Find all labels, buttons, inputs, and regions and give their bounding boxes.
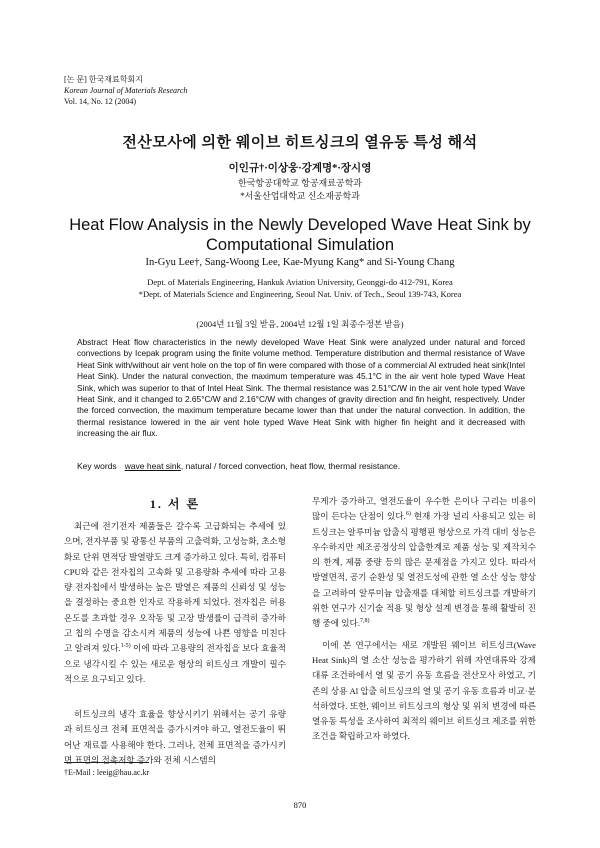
body-left-paragraph-2: [64, 707, 286, 773]
footnote-rule: [64, 762, 149, 763]
keywords: [77, 461, 525, 471]
body-right-1-ref2: 7,8): [359, 618, 370, 625]
keywords-rest: , natural / forced convection, heat flow, thermal resistance.: [180, 461, 401, 471]
body-left-1-tail: 이에 따라 고용량의 전자칩을 보다 효율적으로 냉각시킬 수 있는 새로운 형상의 히트싱크 개발이 필수적으로 요구되고 있다.: [64, 643, 286, 684]
authors-korean: 이인규†·이상웅·강계명*·장시영: [228, 163, 372, 174]
abstract: [77, 337, 525, 440]
page-number: 870: [293, 800, 307, 810]
body-left-1-ref: 1-5): [120, 643, 131, 650]
abstract-label: Abstract: [77, 337, 108, 347]
title-korean: 전산모사에 의한 웨이브 히트싱크의 열유동 특성 해석: [122, 135, 478, 151]
received-dates: (2004년 11월 3일 받음, 2004년 12월 1일 최종수정본 받음): [196, 319, 404, 329]
authors-english: In-Gyu Lee†, Sang-Woong Lee, Kae-Myung Kang* and Si-Young Chang: [145, 257, 455, 268]
section-title-introduction: 1. 서 론: [149, 497, 201, 511]
journal-header: [64, 74, 187, 107]
abstract-text: Heat flow characteristics in the newly developed Wave Heat Sink were analyzed under natural and forced convections by Icepak program using the finite volume method. Temperature distribution and thermal resistance of Wave Heat Sink with/without air vent hole on the top of fin were compared with those of a commercial Al extruded heat sink(Intel Heat Sink). Under the natural convection, the maximum temperature was 45.1°C in the air vent hole typed Wave Heat Sink, which was superior to that of Intel Heat Sink. The thermal resistance was 2.51°C/W in the air vent hole typed Wave Heat Sink, and it changed to 2.65°C/W and 2.16°C/W with changes of gravity direction and fin height, respectively. Under the forced convection, the maximum temperature became lower than that under the natural convection. In addition, the thermal resistance lowered in the air vent hole typed Wave Heat Sink with higher fin height and it decreased with increasing the air flux.: [77, 337, 525, 439]
body-right-2-text: 이에 본 연구에서는 새로 개발된 웨이브 히트싱크(Wave Heat Sink)의 열 소산 성능을 평가하기 위해 자연대류와 강제대류 조건하에서 열 및 공기 유동 흐름을 전산모사 하였고, 기존의 상용 Al 압출 히트싱크의 열 및 공기 유동 흐름과 비교·분석하였다. 또한, 웨이브 히트싱크의 형상 및 위치 변경에 따른 열유동 특성을 조사하여 최적의 웨이브 히트싱크 제조를 위한 조건을 확립하고자 하였다.: [312, 639, 536, 742]
affiliation-korean-2: *서울산업대학교 신소재공학과: [240, 191, 360, 201]
body-right-column: [312, 494, 536, 750]
body-right-1-ref: 6): [405, 511, 411, 518]
keyword-wave-heat-sink: wave heat sink: [124, 461, 181, 471]
affiliations-korean: [0, 177, 600, 203]
body-right-1-tail: 현재 가장 널리 사용되고 있는 히트싱크는 알루미늄 압출식 평행핀 형상으로 가격 대비 성능은 우수하지만 제조공정상의 압출한계로 제품 성능 및 제작치수의 한계, 제품 중량 등의 많은 문제점을 가지고 있다. 따라서 방열면적, 공기 순환성 및 열전도성에 관한 열 소산 성능 향상을 고려하여 알루미늄 압출재를 대체할 히트싱크를 개발하기 위한 연구가 신기술 적용 및 형상 설계 변경을 통해 활발히 진행 중에 있다.: [312, 511, 536, 629]
journal-section-tag: [논 문] 한국재료학회지: [64, 75, 143, 84]
title-english-line-2: Computational Simulation: [205, 236, 395, 254]
keywords-label: Key words: [77, 461, 117, 471]
body-right-1-text: 무게가 증가하고, 열전도율이 우수한 은이나 구리는 비용이 많이 든다는 단점이 있다.: [312, 496, 536, 522]
journal-name-en: Korean Journal of Materials Research: [64, 86, 188, 95]
body-left-1-text: 최근에 전기전자 제품들은 갈수록 고급화되는 추세에 있으며, 전자부품 및 광통신 부품의 고출력화, 고성능화, 초소형화로 단위 면적당 발열량도 크게 증가하고 있다. 특히, 컴퓨터 CPU와 같은 전자칩의 고속화 및 고용량화 추세에 따라 고용량 전자칩에서 발생하는 높은 발열은 제품의 신뢰성 및 성능을 결정하는 중요한 인자로 작용하게 되었다. 전자칩은 허용온도를 초과할 경우 오작동 및 고장 발생률이 급격히 증가하고 칩의 수명을 감소시켜 제품의 성능에 나쁜 영향을 미친다고 알려져 있다.: [64, 521, 286, 654]
footnote-email: †E-Mail : leeig@hau.ac.kr: [64, 768, 150, 777]
title-english-line-1: Heat Flow Analysis in the Newly Developed Wave Heat Sink by: [69, 216, 531, 234]
title-english: [0, 215, 600, 255]
affiliations-english: [0, 276, 600, 300]
affiliation-english-2: *Dept. of Materials Science and Engineering, Seoul Nat. Univ. of Tech., Seoul 139-743, Korea: [138, 289, 462, 299]
body-left-paragraph-1: [64, 519, 286, 692]
affiliation-english-1: Dept. of Materials Engineering, Hankuk Aviation University, Geonggi-do 412-791, Korea: [147, 277, 453, 287]
affiliation-korean-1: 한국항공대학교 항공재료공학과: [238, 178, 362, 188]
journal-volume: Vol. 14, No. 12 (2004): [64, 97, 137, 106]
body-left-2-text: 히트싱크의 냉각 효율을 향상시키기 위해서는 공기 유량과 히트싱크 전체 표면적을 증가시켜야 하고, 열전도율이 뛰어난 재료를 사용해야 한다. 그러나, 전체 표면적을 증가시키면 표면의 접촉저항 증가와 전체 시스템의: [64, 709, 286, 765]
